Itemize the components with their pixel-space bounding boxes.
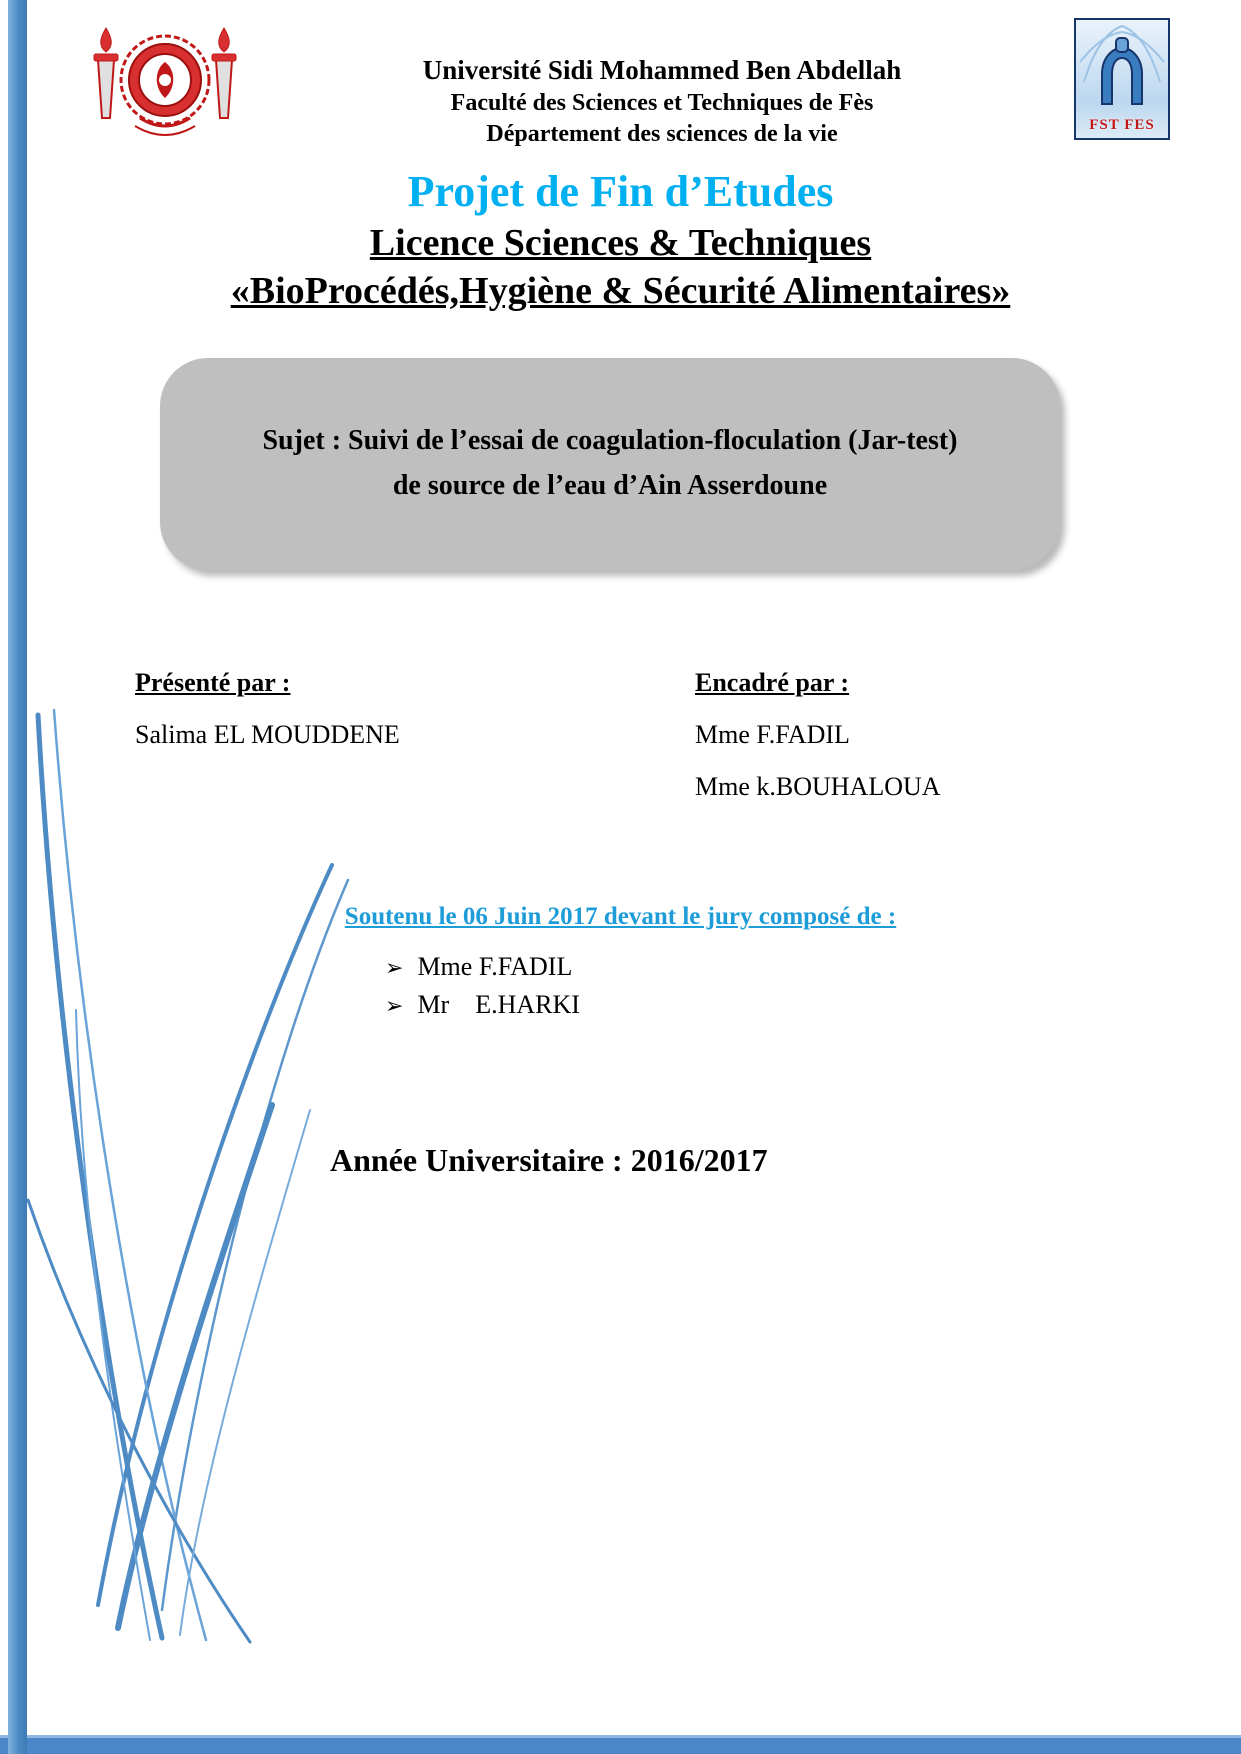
presented-by-label: Présenté par : — [135, 668, 291, 697]
arrow-bullet-icon: ➢ — [385, 992, 404, 1018]
specialty-title: «BioProcédés,Hygiène & Sécurité Alimentaires» — [230, 270, 1011, 313]
university-emblem-logo — [80, 18, 250, 158]
supervised-by-column — [695, 668, 1115, 802]
university-name: Université Sidi Mohammed Ben Abdellah — [422, 55, 902, 85]
bottom-accent-bar — [0, 1735, 1241, 1754]
student-name: Salima EL MOUDDENE — [135, 720, 400, 749]
fst-fes-logo — [1074, 18, 1170, 140]
department-name: Département des sciences de la vie — [486, 120, 838, 147]
header — [80, 18, 1170, 158]
jury-member — [385, 948, 580, 986]
jury-member — [385, 986, 580, 1024]
jury-member-name: Mme F.FADIL — [417, 952, 573, 981]
subject-line-1: Sujet : Suivi de l’essai de coagulation-floculation (Jar-test) — [262, 425, 958, 457]
supervised-by-label: Encadré par : — [695, 668, 850, 697]
fst-fes-logo-text: FST FES — [1089, 117, 1155, 133]
jury-list — [385, 948, 580, 1023]
decorative-grass-curves — [10, 680, 370, 1670]
subject-line-2: de source de l’eau d’Ain Asserdoune — [392, 470, 828, 501]
degree-title: Licence Sciences & Techniques — [369, 222, 872, 265]
jury-member-name: Mr E.HARKI — [417, 989, 580, 1019]
arrow-bullet-icon: ➢ — [385, 955, 404, 980]
fst-arch-icon — [1076, 22, 1168, 118]
subject-box — [160, 358, 1060, 570]
title-block — [0, 168, 1241, 314]
defense-heading: Soutenu le 06 Juin 2017 devant le jury composé de : — [344, 903, 897, 930]
supervisor-name: Mme k.BOUHALOUA — [695, 772, 941, 801]
supervisor-name: Mme F.FADIL — [695, 720, 850, 749]
academic-year: Année Universitaire : 2016/2017 — [330, 1142, 768, 1178]
project-title: Projet de Fin d’Etudes — [407, 167, 834, 216]
header-text-block — [250, 18, 1074, 150]
left-accent-bar — [8, 0, 27, 1754]
faculty-name: Faculté des Sciences et Techniques de Fès — [450, 89, 874, 116]
